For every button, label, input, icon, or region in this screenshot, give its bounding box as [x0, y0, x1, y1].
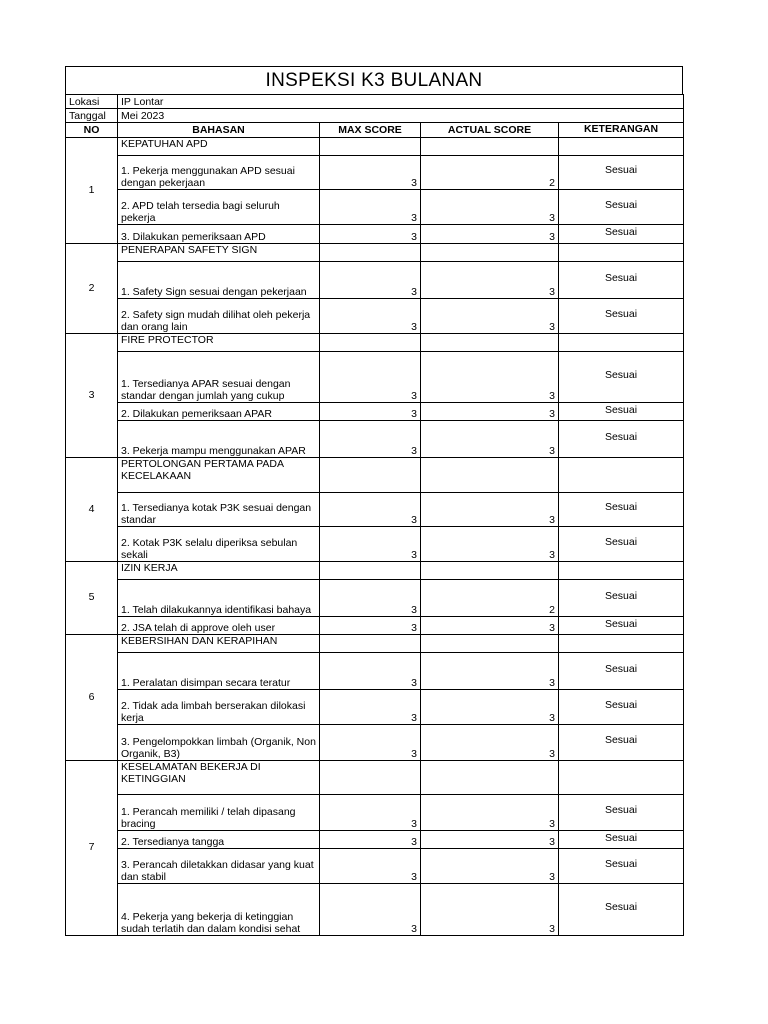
- item-row: [66, 725, 684, 761]
- section-title: KEPATUHAN APD: [118, 138, 320, 156]
- item-keterangan: Sesuai: [559, 352, 684, 403]
- item-max-score: 3: [320, 849, 421, 884]
- item-row: [66, 849, 684, 884]
- header-bahasan: BAHASAN: [118, 123, 320, 138]
- item-keterangan: Sesuai: [559, 653, 684, 690]
- item-row: [66, 493, 684, 527]
- item-max-score: 3: [320, 580, 421, 617]
- section-number: 7: [66, 761, 118, 936]
- item-max-score: 3: [320, 299, 421, 334]
- meta-value: Mei 2023: [118, 109, 684, 123]
- item-actual-score: 3: [421, 190, 559, 225]
- item-text: 2. JSA telah di approve oleh user: [118, 617, 320, 635]
- item-row: [66, 884, 684, 936]
- meta-label: Tanggal: [66, 109, 118, 123]
- section-number: 4: [66, 458, 118, 562]
- item-row: [66, 690, 684, 725]
- item-text: 1. Tersedianya APAR sesuai dengan standar dengan jumlah yang cukup: [118, 352, 320, 403]
- section-title-row: [66, 635, 684, 653]
- section-title-row: [66, 334, 684, 352]
- section-title-row: [66, 562, 684, 580]
- header-max-score: MAX SCORE: [320, 123, 421, 138]
- item-max-score: 3: [320, 725, 421, 761]
- item-max-score: 3: [320, 421, 421, 458]
- item-keterangan: Sesuai: [559, 299, 684, 334]
- item-actual-score: 3: [421, 884, 559, 936]
- header-actual-score: ACTUAL SCORE: [421, 123, 559, 138]
- inspection-sheet: [65, 66, 683, 936]
- item-actual-score: 3: [421, 493, 559, 527]
- empty-cell: [421, 635, 559, 653]
- item-max-score: 3: [320, 262, 421, 299]
- item-keterangan: Sesuai: [559, 190, 684, 225]
- item-actual-score: 3: [421, 653, 559, 690]
- item-text: 1. Safety Sign sesuai dengan pekerjaan: [118, 262, 320, 299]
- item-actual-score: 3: [421, 403, 559, 421]
- item-actual-score: 3: [421, 617, 559, 635]
- item-keterangan: Sesuai: [559, 795, 684, 831]
- item-actual-score: 3: [421, 831, 559, 849]
- section-title: PENERAPAN SAFETY SIGN: [118, 244, 320, 262]
- header-no: NO: [66, 123, 118, 138]
- item-actual-score: 2: [421, 156, 559, 190]
- empty-cell: [421, 138, 559, 156]
- item-actual-score: 3: [421, 225, 559, 244]
- item-keterangan: Sesuai: [559, 884, 684, 936]
- empty-cell: [559, 761, 684, 795]
- item-text: 2. Safety sign mudah dilihat oleh pekerja dan orang lain: [118, 299, 320, 334]
- item-actual-score: 2: [421, 580, 559, 617]
- item-row: [66, 262, 684, 299]
- empty-cell: [421, 334, 559, 352]
- item-keterangan: Sesuai: [559, 493, 684, 527]
- item-keterangan: Sesuai: [559, 421, 684, 458]
- item-actual-score: 3: [421, 795, 559, 831]
- section-title: KESELAMATAN BEKERJA DI KETINGGIAN: [118, 761, 320, 795]
- item-keterangan: Sesuai: [559, 690, 684, 725]
- item-row: [66, 352, 684, 403]
- section-number: 5: [66, 562, 118, 635]
- item-keterangan: Sesuai: [559, 262, 684, 299]
- empty-cell: [421, 761, 559, 795]
- item-max-score: 3: [320, 352, 421, 403]
- empty-cell: [421, 458, 559, 493]
- item-text: 3. Pekerja mampu menggunakan APAR: [118, 421, 320, 458]
- meta-row-tanggal: [66, 109, 684, 123]
- item-max-score: 3: [320, 884, 421, 936]
- item-max-score: 3: [320, 527, 421, 562]
- item-row: [66, 653, 684, 690]
- item-keterangan: Sesuai: [559, 580, 684, 617]
- section-number: 6: [66, 635, 118, 761]
- item-row: [66, 831, 684, 849]
- empty-cell: [559, 138, 684, 156]
- item-max-score: 3: [320, 190, 421, 225]
- section-title-row: [66, 761, 684, 795]
- empty-cell: [320, 138, 421, 156]
- header-row: [66, 123, 684, 138]
- item-text: 3. Pengelompokkan limbah (Organik, Non Organik, B3): [118, 725, 320, 761]
- empty-cell: [421, 244, 559, 262]
- item-actual-score: 3: [421, 527, 559, 562]
- item-actual-score: 3: [421, 421, 559, 458]
- empty-cell: [421, 562, 559, 580]
- item-row: [66, 403, 684, 421]
- inspection-table: [65, 94, 684, 936]
- item-actual-score: 3: [421, 690, 559, 725]
- item-keterangan: Sesuai: [559, 831, 684, 849]
- item-text: 1. Peralatan disimpan secara teratur: [118, 653, 320, 690]
- item-keterangan: Sesuai: [559, 725, 684, 761]
- item-actual-score: 3: [421, 299, 559, 334]
- item-keterangan: Sesuai: [559, 403, 684, 421]
- item-text: 2. Dilakukan pemeriksaan APAR: [118, 403, 320, 421]
- section-title: IZIN KERJA: [118, 562, 320, 580]
- item-row: [66, 580, 684, 617]
- item-keterangan: Sesuai: [559, 156, 684, 190]
- item-row: [66, 225, 684, 244]
- item-text: 4. Pekerja yang bekerja di ketinggian sudah terlatih dan dalam kondisi sehat: [118, 884, 320, 936]
- item-max-score: 3: [320, 403, 421, 421]
- empty-cell: [320, 458, 421, 493]
- section-number: 1: [66, 138, 118, 244]
- item-actual-score: 3: [421, 262, 559, 299]
- item-row: [66, 527, 684, 562]
- meta-value: IP Lontar: [118, 95, 684, 109]
- item-actual-score: 3: [421, 725, 559, 761]
- item-row: [66, 617, 684, 635]
- item-actual-score: 3: [421, 849, 559, 884]
- item-text: 2. Tersedianya tangga: [118, 831, 320, 849]
- empty-cell: [320, 244, 421, 262]
- section-title-row: [66, 458, 684, 493]
- item-max-score: 3: [320, 156, 421, 190]
- item-actual-score: 3: [421, 352, 559, 403]
- item-text: 1. Pekerja menggunakan APD sesuai dengan pekerjaan: [118, 156, 320, 190]
- empty-cell: [559, 635, 684, 653]
- item-max-score: 3: [320, 653, 421, 690]
- section-title: FIRE PROTECTOR: [118, 334, 320, 352]
- meta-label: Lokasi: [66, 95, 118, 109]
- item-text: 3. Perancah diletakkan didasar yang kuat dan stabil: [118, 849, 320, 884]
- item-max-score: 3: [320, 690, 421, 725]
- item-keterangan: Sesuai: [559, 849, 684, 884]
- item-row: [66, 795, 684, 831]
- item-keterangan: Sesuai: [559, 617, 684, 635]
- item-row: [66, 190, 684, 225]
- section-number: 3: [66, 334, 118, 458]
- item-text: 1. Perancah memiliki / telah dipasang bracing: [118, 795, 320, 831]
- item-max-score: 3: [320, 225, 421, 244]
- item-max-score: 3: [320, 493, 421, 527]
- empty-cell: [559, 334, 684, 352]
- empty-cell: [320, 635, 421, 653]
- item-max-score: 3: [320, 617, 421, 635]
- item-keterangan: Sesuai: [559, 225, 684, 244]
- item-max-score: 3: [320, 831, 421, 849]
- item-row: [66, 299, 684, 334]
- empty-cell: [320, 334, 421, 352]
- item-max-score: 3: [320, 795, 421, 831]
- section-title-row: [66, 244, 684, 262]
- empty-cell: [320, 761, 421, 795]
- section-title-row: [66, 138, 684, 156]
- header-keterangan: KETERANGAN: [559, 123, 684, 138]
- item-text: 1. Tersedianya kotak P3K sesuai dengan standar: [118, 493, 320, 527]
- empty-cell: [559, 562, 684, 580]
- item-text: 2. Kotak P3K selalu diperiksa sebulan sekali: [118, 527, 320, 562]
- meta-row-lokasi: [66, 95, 684, 109]
- empty-cell: [559, 458, 684, 493]
- item-keterangan: Sesuai: [559, 527, 684, 562]
- empty-cell: [559, 244, 684, 262]
- section-number: 2: [66, 244, 118, 334]
- sheet-title: INSPEKSI K3 BULANAN: [65, 66, 683, 94]
- item-text: 2. APD telah tersedia bagi seluruh pekerja: [118, 190, 320, 225]
- item-row: [66, 421, 684, 458]
- empty-cell: [320, 562, 421, 580]
- section-title: KEBERSIHAN DAN KERAPIHAN: [118, 635, 320, 653]
- item-row: [66, 156, 684, 190]
- section-title: PERTOLONGAN PERTAMA PADA KECELAKAAN: [118, 458, 320, 493]
- item-text: 1. Telah dilakukannya identifikasi bahaya: [118, 580, 320, 617]
- item-text: 2. Tidak ada limbah berserakan dilokasi kerja: [118, 690, 320, 725]
- item-text: 3. Dilakukan pemeriksaan APD: [118, 225, 320, 244]
